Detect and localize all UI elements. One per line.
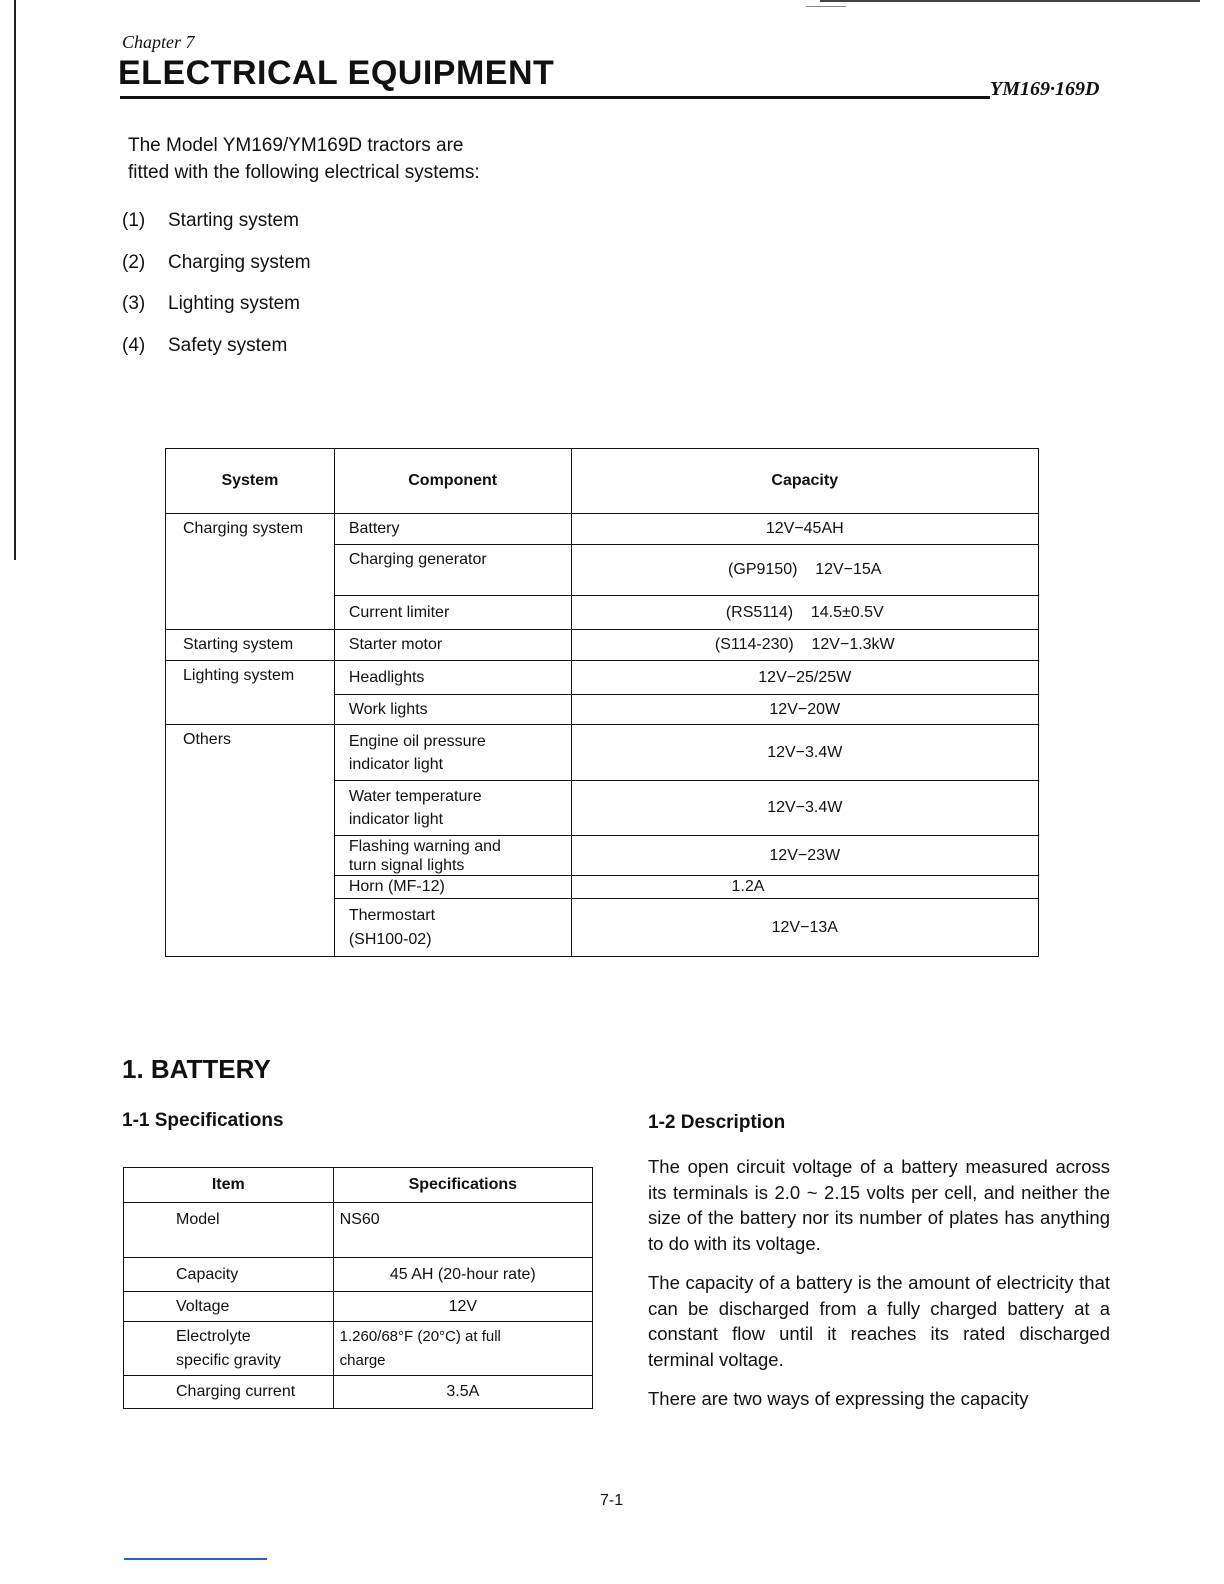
component-cell: Headlights: [334, 661, 571, 695]
table-header-row: [124, 1168, 593, 1203]
title-underline: [120, 96, 990, 99]
capacity-cell: 12V−25/25W: [571, 661, 1038, 695]
list-item: (3) Lighting system: [122, 293, 301, 314]
component-cell: Work lights: [334, 695, 571, 725]
spec-cell: NS60: [333, 1203, 592, 1258]
component-cell: Battery: [334, 514, 571, 545]
model-label: YM169·169D: [990, 78, 1100, 100]
intro-paragraph: [128, 132, 480, 186]
table-row: [166, 630, 1039, 661]
subsection-heading-specifications: 1-1 Specifications: [122, 1110, 284, 1131]
page-title: ELECTRICAL EQUIPMENT: [118, 54, 555, 92]
list-item: (4) Safety system: [122, 334, 288, 356]
capacity-cell: 1.2A: [571, 876, 1038, 899]
table-row: [124, 1292, 593, 1322]
capacity-cell: 12V−23W: [571, 836, 1038, 876]
capacity-cell: 12V−13A: [571, 899, 1038, 957]
capacity-cell: 12V−3.4W: [571, 725, 1038, 781]
top-rule: [820, 0, 1200, 2]
chapter-label: Chapter 7: [122, 32, 195, 52]
component-cell: Current limiter: [334, 596, 571, 630]
list-item: (1) Starting system: [122, 210, 299, 231]
capacity-cell: 12V−3.4W: [571, 781, 1038, 836]
table-header-row: [166, 449, 1039, 514]
section-heading-battery: 1. BATTERY: [122, 1054, 271, 1084]
spec-cell: 12V: [333, 1292, 592, 1322]
capacity-cell: (RS5114) 14.5±0.5V: [571, 596, 1038, 630]
table-row: [166, 514, 1039, 545]
header-specifications: Specifications: [333, 1168, 592, 1203]
item-cell: Charging current: [124, 1376, 334, 1409]
electrical-equipment-table: [165, 448, 1039, 957]
paragraph: The capacity of a battery is the amount of electricity that can be discharged from a fully charged battery at a constant flow until it reaches its rated discharged terminal voltage.: [648, 1272, 1110, 1370]
subsection-heading-description: 1-2 Description: [648, 1112, 786, 1133]
header-capacity: Capacity: [571, 449, 1038, 514]
list-item: (2) Charging system: [122, 251, 311, 273]
intro-line: fitted with the following electrical systems:: [128, 162, 480, 183]
component-cell: Starter motor: [334, 630, 571, 661]
component-cell: Flashing warning and turn signal lights: [334, 836, 571, 876]
bottom-rule: [124, 1558, 267, 1560]
table-row: [124, 1258, 593, 1292]
item-cell: Voltage: [124, 1292, 334, 1322]
spec-cell: 1.260/68°F (20°C) at full charge: [333, 1322, 592, 1376]
component-cell: Engine oil pressure indicator light: [334, 725, 571, 781]
table-row: [124, 1203, 593, 1258]
table-row: [166, 661, 1039, 695]
system-cell: Others: [166, 725, 335, 957]
description-text: [648, 1154, 1110, 1426]
table-row: [166, 725, 1039, 781]
top-rule-short: [806, 6, 846, 7]
paragraph: The open circuit voltage of a battery measured across its terminals is 2.0 ~ 2.15 volts per cell, and neither the size of the battery nor its number of plates has anything to do with its voltage.: [648, 1156, 1110, 1254]
table-row: [124, 1376, 593, 1409]
system-cell: Starting system: [166, 630, 335, 661]
page-number: 7-1: [600, 1492, 624, 1509]
header-component: Component: [334, 449, 571, 514]
systems-list: [122, 210, 311, 376]
capacity-cell: (GP9150) 12V−15A: [571, 545, 1038, 596]
component-cell: Thermostart (SH100-02): [334, 899, 571, 957]
system-cell: Charging system: [166, 514, 335, 630]
item-cell: Model: [124, 1203, 334, 1258]
capacity-cell: 12V−45AH: [571, 514, 1038, 545]
component-cell: Water temperature indicator light: [334, 781, 571, 836]
capacity-cell: (S114-230) 12V−1.3kW: [571, 630, 1038, 661]
battery-spec-table: [123, 1167, 593, 1409]
intro-line: The Model YM169/YM169D tractors are: [128, 135, 464, 156]
header-system: System: [166, 449, 335, 514]
system-cell: Lighting system: [166, 661, 335, 725]
left-margin-bar: [14, 0, 16, 560]
header-item: Item: [124, 1168, 334, 1203]
item-cell: Capacity: [124, 1258, 334, 1292]
item-cell: Electrolyte specific gravity: [124, 1322, 334, 1376]
component-cell: Horn (MF-12): [334, 876, 571, 899]
spec-cell: 45 AH (20-hour rate): [333, 1258, 592, 1292]
spec-cell: 3.5A: [333, 1376, 592, 1409]
component-cell: Charging generator: [334, 545, 571, 596]
capacity-cell: 12V−20W: [571, 695, 1038, 725]
paragraph: There are two ways of expressing the capacity: [648, 1388, 1029, 1409]
table-row: [124, 1322, 593, 1376]
